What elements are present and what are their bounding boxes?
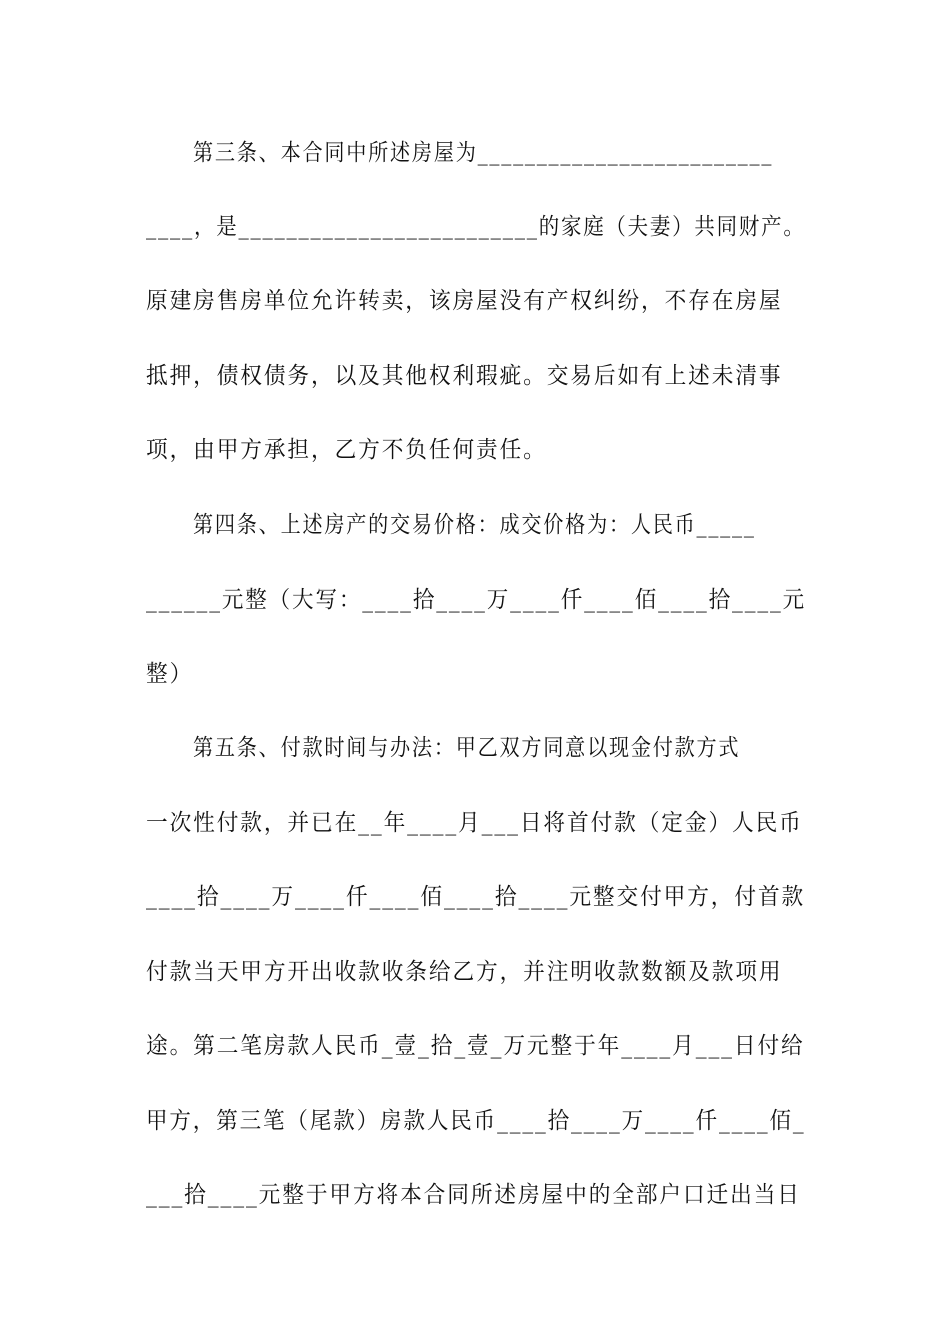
article-4-line-1: 第四条、上述房产的交易价格：成交价格为：人民币_____ [193, 512, 756, 538]
article-5-line-1: 第五条、付款时间与办法：甲乙双方同意以现金付款方式 [193, 735, 741, 761]
article-5-line-6: 甲方，第三笔（尾款）房款人民币____拾____万____仟____佰_ [146, 1108, 806, 1134]
article-3-line-2: ____，是_________________________的家庭（夫妻）共同财产。 [146, 214, 806, 240]
article-4-line-3: 整） [146, 661, 194, 687]
article-5-line-2: 一次性付款，并已在__年____月___日将首付款（定金）人民币 [146, 810, 803, 836]
article-3-line-5: 项，由甲方承担，乙方不负任何责任。 [146, 437, 547, 463]
article-3-line-1: 第三条、本合同中所述房屋为_________________________ [193, 140, 774, 166]
article-5-line-7: ___拾____元整于甲方将本合同所述房屋中的全部户口迁出当日 [146, 1182, 801, 1208]
article-3-line-4: 抵押，债权债务，以及其他权利瑕疵。交易后如有上述未清事 [146, 363, 783, 389]
article-5-line-5: 途。第二笔房款人民币_壹_拾_壹_万元整于年____月___日付给 [146, 1033, 805, 1059]
article-5-line-4: 付款当天甲方开出收款收条给乙方，并注明收款数额及款项用 [146, 959, 783, 985]
article-3-line-3: 原建房售房单位允许转卖，该房屋没有产权纠纷，不存在房屋 [146, 288, 783, 314]
article-5-line-3: ____拾____万____仟____佰____拾____元整交付甲方，付首款 [146, 884, 806, 910]
article-4-line-2: ______元整（大写：____拾____万____仟____佰____拾____元 [146, 587, 807, 613]
